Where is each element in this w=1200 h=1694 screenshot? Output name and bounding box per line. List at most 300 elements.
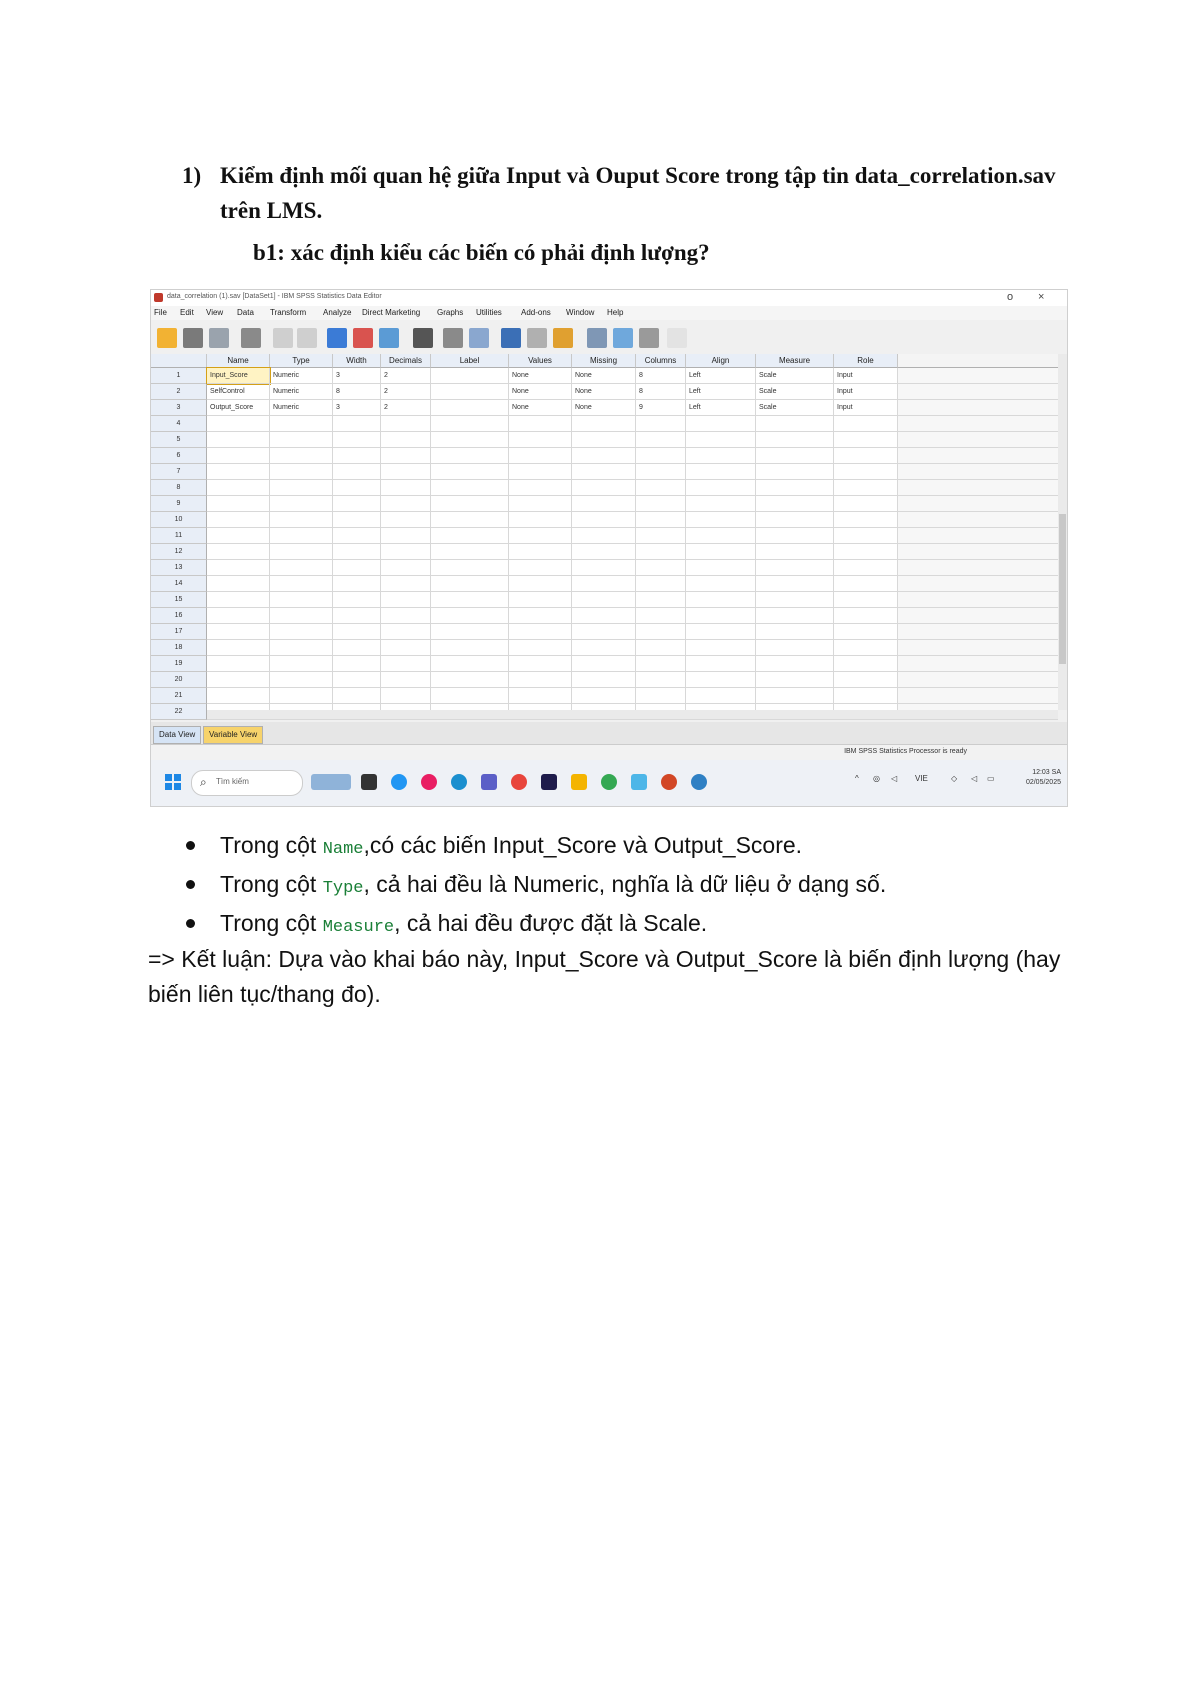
cell-decimals[interactable] xyxy=(381,448,431,464)
cell-decimals[interactable] xyxy=(381,656,431,672)
cell-measure[interactable] xyxy=(756,512,834,528)
cell-decimals[interactable] xyxy=(381,544,431,560)
cell-role[interactable] xyxy=(834,640,898,656)
cell-label[interactable] xyxy=(431,592,509,608)
col-header-role[interactable]: Role xyxy=(834,354,898,368)
cell-role[interactable] xyxy=(834,528,898,544)
row-number[interactable]: 5 xyxy=(151,432,207,448)
tab-variable-view[interactable]: Variable View xyxy=(203,726,263,744)
cell-align[interactable] xyxy=(686,576,756,592)
cell-decimals[interactable] xyxy=(381,624,431,640)
cell-measure[interactable] xyxy=(756,576,834,592)
cell-values[interactable] xyxy=(509,528,572,544)
cell-role[interactable]: Input xyxy=(834,384,898,400)
row-number[interactable]: 21 xyxy=(151,688,207,704)
menu-edit[interactable]: Edit xyxy=(180,308,194,317)
cell-columns[interactable] xyxy=(636,592,686,608)
cell-type[interactable] xyxy=(270,688,333,704)
cell-label[interactable] xyxy=(431,448,509,464)
cell-values[interactable] xyxy=(509,672,572,688)
cell-width[interactable] xyxy=(333,448,381,464)
cell-missing[interactable] xyxy=(572,448,636,464)
cell-role[interactable] xyxy=(834,608,898,624)
store-icon[interactable] xyxy=(601,774,617,790)
cell-measure[interactable] xyxy=(756,480,834,496)
tray-volume-icon[interactable]: ◁ xyxy=(891,774,898,783)
cell-columns[interactable] xyxy=(636,640,686,656)
cell-label[interactable] xyxy=(431,368,509,384)
cell-columns[interactable] xyxy=(636,560,686,576)
cell-type[interactable] xyxy=(270,448,333,464)
cell-columns[interactable] xyxy=(636,432,686,448)
cell-type[interactable]: Numeric xyxy=(270,400,333,416)
cell-columns[interactable] xyxy=(636,608,686,624)
cell-columns[interactable] xyxy=(636,496,686,512)
menu-data[interactable]: Data xyxy=(237,308,254,317)
cell-type[interactable] xyxy=(270,480,333,496)
cell-name[interactable] xyxy=(207,448,270,464)
tray-chevron-icon[interactable]: ^ xyxy=(855,774,859,783)
cell-width[interactable] xyxy=(333,656,381,672)
vertical-scrollbar[interactable] xyxy=(1058,354,1067,710)
col-header-type[interactable]: Type xyxy=(270,354,333,368)
row-number[interactable]: 8 xyxy=(151,480,207,496)
scroll-thumb[interactable] xyxy=(1059,514,1066,664)
cell-label[interactable] xyxy=(431,384,509,400)
cell-name[interactable] xyxy=(207,672,270,688)
cell-align[interactable] xyxy=(686,640,756,656)
cell-width[interactable] xyxy=(333,688,381,704)
widgets-icon[interactable] xyxy=(311,774,351,790)
cell-label[interactable] xyxy=(431,640,509,656)
col-header-measure[interactable]: Measure xyxy=(756,354,834,368)
cell-columns[interactable] xyxy=(636,544,686,560)
cell-missing[interactable]: None xyxy=(572,368,636,384)
cell-name[interactable] xyxy=(207,560,270,576)
row-number[interactable]: 18 xyxy=(151,640,207,656)
cell-missing[interactable] xyxy=(572,528,636,544)
cell-align[interactable] xyxy=(686,688,756,704)
cell-role[interactable] xyxy=(834,560,898,576)
cell-columns[interactable] xyxy=(636,672,686,688)
cell-name[interactable]: Input_Score xyxy=(207,368,270,384)
cell-align[interactable]: Left xyxy=(686,368,756,384)
cell-align[interactable] xyxy=(686,608,756,624)
tray-speaker-icon[interactable]: ◁ xyxy=(971,774,978,783)
cell-name[interactable] xyxy=(207,640,270,656)
open-icon[interactable] xyxy=(157,328,177,348)
cell-role[interactable]: Input xyxy=(834,368,898,384)
cell-measure[interactable] xyxy=(756,688,834,704)
cell-align[interactable] xyxy=(686,464,756,480)
cell-decimals[interactable]: 2 xyxy=(381,400,431,416)
cell-type[interactable] xyxy=(270,432,333,448)
cell-label[interactable] xyxy=(431,560,509,576)
cell-label[interactable] xyxy=(431,624,509,640)
cell-values[interactable] xyxy=(509,592,572,608)
cell-measure[interactable] xyxy=(756,416,834,432)
powerpoint-icon[interactable] xyxy=(661,774,677,790)
zalo-icon[interactable] xyxy=(391,774,407,790)
cell-label[interactable] xyxy=(431,400,509,416)
cell-type[interactable] xyxy=(270,672,333,688)
cell-decimals[interactable] xyxy=(381,464,431,480)
cell-type[interactable] xyxy=(270,512,333,528)
cell-missing[interactable] xyxy=(572,544,636,560)
cell-type[interactable] xyxy=(270,656,333,672)
cell-values[interactable] xyxy=(509,432,572,448)
cell-label[interactable] xyxy=(431,416,509,432)
cell-width[interactable] xyxy=(333,576,381,592)
cell-missing[interactable] xyxy=(572,624,636,640)
cell-values[interactable]: None xyxy=(509,400,572,416)
cell-decimals[interactable] xyxy=(381,416,431,432)
cell-columns[interactable] xyxy=(636,480,686,496)
find-icon[interactable] xyxy=(413,328,433,348)
insert-variable-icon[interactable] xyxy=(469,328,489,348)
cell-missing[interactable] xyxy=(572,560,636,576)
cell-label[interactable] xyxy=(431,672,509,688)
cell-type[interactable] xyxy=(270,528,333,544)
cell-missing[interactable] xyxy=(572,688,636,704)
cell-decimals[interactable] xyxy=(381,480,431,496)
cell-measure[interactable] xyxy=(756,624,834,640)
weight-cases-icon[interactable] xyxy=(527,328,547,348)
cell-decimals[interactable] xyxy=(381,432,431,448)
cell-missing[interactable] xyxy=(572,608,636,624)
cell-name[interactable] xyxy=(207,496,270,512)
cell-width[interactable]: 8 xyxy=(333,384,381,400)
cell-missing[interactable] xyxy=(572,480,636,496)
cell-align[interactable] xyxy=(686,512,756,528)
row-number[interactable]: 12 xyxy=(151,544,207,560)
cell-type[interactable] xyxy=(270,592,333,608)
menu-utilities[interactable]: Utilities xyxy=(476,308,502,317)
cell-missing[interactable] xyxy=(572,496,636,512)
cell-measure[interactable] xyxy=(756,432,834,448)
cell-values[interactable] xyxy=(509,496,572,512)
cell-decimals[interactable] xyxy=(381,640,431,656)
cell-width[interactable] xyxy=(333,528,381,544)
windows-start-icon[interactable] xyxy=(165,774,181,790)
row-number[interactable]: 16 xyxy=(151,608,207,624)
cell-role[interactable] xyxy=(834,480,898,496)
cell-label[interactable] xyxy=(431,480,509,496)
cell-type[interactable] xyxy=(270,496,333,512)
cell-name[interactable] xyxy=(207,576,270,592)
cell-width[interactable]: 3 xyxy=(333,400,381,416)
menu-transform[interactable]: Transform xyxy=(270,308,307,317)
cell-measure[interactable] xyxy=(756,544,834,560)
cell-measure[interactable] xyxy=(756,528,834,544)
cell-width[interactable] xyxy=(333,640,381,656)
cell-label[interactable] xyxy=(431,528,509,544)
cell-label[interactable] xyxy=(431,608,509,624)
cell-columns[interactable] xyxy=(636,416,686,432)
menu-help[interactable]: Help xyxy=(607,308,624,317)
cell-type[interactable] xyxy=(270,560,333,576)
cell-role[interactable] xyxy=(834,592,898,608)
cell-values[interactable] xyxy=(509,448,572,464)
cell-measure[interactable]: Scale xyxy=(756,384,834,400)
cell-measure[interactable]: Scale xyxy=(756,400,834,416)
cell-decimals[interactable] xyxy=(381,496,431,512)
row-number[interactable]: 14 xyxy=(151,576,207,592)
taskbar-clock[interactable] xyxy=(1011,768,1061,788)
cell-decimals[interactable] xyxy=(381,592,431,608)
row-number[interactable]: 1 xyxy=(151,368,207,384)
cell-name[interactable] xyxy=(207,480,270,496)
cell-align[interactable] xyxy=(686,496,756,512)
cell-align[interactable] xyxy=(686,560,756,576)
row-number[interactable]: 9 xyxy=(151,496,207,512)
cell-measure[interactable] xyxy=(756,656,834,672)
cell-name[interactable] xyxy=(207,464,270,480)
row-number[interactable]: 17 xyxy=(151,624,207,640)
col-header-name[interactable]: Name xyxy=(207,354,270,368)
insert-cases-icon[interactable] xyxy=(443,328,463,348)
cell-label[interactable] xyxy=(431,656,509,672)
cell-missing[interactable] xyxy=(572,656,636,672)
cell-name[interactable] xyxy=(207,512,270,528)
cell-missing[interactable] xyxy=(572,592,636,608)
cell-label[interactable] xyxy=(431,464,509,480)
goto-case-icon[interactable] xyxy=(327,328,347,348)
cell-align[interactable] xyxy=(686,624,756,640)
cell-role[interactable] xyxy=(834,624,898,640)
cell-type[interactable] xyxy=(270,416,333,432)
file-explorer-icon[interactable] xyxy=(571,774,587,790)
row-number[interactable]: 11 xyxy=(151,528,207,544)
cell-align[interactable] xyxy=(686,416,756,432)
teams-icon[interactable] xyxy=(481,774,497,790)
photos-icon[interactable] xyxy=(421,774,437,790)
cell-decimals[interactable]: 2 xyxy=(381,368,431,384)
cell-align[interactable]: Left xyxy=(686,384,756,400)
cell-name[interactable] xyxy=(207,528,270,544)
cell-role[interactable] xyxy=(834,416,898,432)
cell-width[interactable] xyxy=(333,624,381,640)
cell-name[interactable] xyxy=(207,608,270,624)
cell-width[interactable] xyxy=(333,672,381,688)
cell-width[interactable] xyxy=(333,464,381,480)
cell-align[interactable]: Left xyxy=(686,400,756,416)
cell-columns[interactable]: 8 xyxy=(636,368,686,384)
cell-values[interactable] xyxy=(509,464,572,480)
chrome-icon[interactable] xyxy=(511,774,527,790)
row-number[interactable]: 6 xyxy=(151,448,207,464)
cell-measure[interactable] xyxy=(756,640,834,656)
tray-wifi-icon[interactable]: ◇ xyxy=(951,774,958,783)
cell-type[interactable] xyxy=(270,608,333,624)
cell-type[interactable] xyxy=(270,576,333,592)
cell-columns[interactable] xyxy=(636,656,686,672)
cell-label[interactable] xyxy=(431,544,509,560)
cell-values[interactable] xyxy=(509,560,572,576)
undo-icon[interactable] xyxy=(273,328,293,348)
print-icon[interactable] xyxy=(209,328,229,348)
cell-align[interactable] xyxy=(686,656,756,672)
cell-columns[interactable] xyxy=(636,448,686,464)
menu-direct-marketing[interactable]: Direct Marketing xyxy=(362,308,421,317)
cell-missing[interactable] xyxy=(572,416,636,432)
show-all-variables-icon[interactable] xyxy=(639,328,659,348)
cell-role[interactable] xyxy=(834,576,898,592)
cell-type[interactable] xyxy=(270,544,333,560)
cell-role[interactable] xyxy=(834,448,898,464)
cell-align[interactable] xyxy=(686,448,756,464)
cell-role[interactable]: Input xyxy=(834,400,898,416)
cell-columns[interactable] xyxy=(636,576,686,592)
cell-measure[interactable] xyxy=(756,672,834,688)
cell-role[interactable] xyxy=(834,672,898,688)
cell-decimals[interactable] xyxy=(381,608,431,624)
variables-icon[interactable] xyxy=(379,328,399,348)
row-number[interactable]: 2 xyxy=(151,384,207,400)
cell-width[interactable] xyxy=(333,496,381,512)
cell-role[interactable] xyxy=(834,656,898,672)
edge-icon[interactable] xyxy=(451,774,467,790)
cell-type[interactable] xyxy=(270,464,333,480)
cell-measure[interactable] xyxy=(756,496,834,512)
cell-missing[interactable] xyxy=(572,464,636,480)
cell-name[interactable] xyxy=(207,656,270,672)
menu-analyze[interactable]: Analyze xyxy=(323,308,352,317)
cell-measure[interactable] xyxy=(756,592,834,608)
taskbar-search-input[interactable] xyxy=(191,770,303,796)
dialog-recall-icon[interactable] xyxy=(241,328,261,348)
cell-values[interactable] xyxy=(509,416,572,432)
row-number[interactable]: 7 xyxy=(151,464,207,480)
cell-values[interactable] xyxy=(509,608,572,624)
cell-role[interactable] xyxy=(834,544,898,560)
value-labels-icon[interactable] xyxy=(587,328,607,348)
cell-missing[interactable] xyxy=(572,640,636,656)
cell-width[interactable] xyxy=(333,512,381,528)
cell-name[interactable] xyxy=(207,592,270,608)
cell-width[interactable] xyxy=(333,432,381,448)
col-header-columns[interactable]: Columns xyxy=(636,354,686,368)
cell-values[interactable] xyxy=(509,576,572,592)
cell-values[interactable] xyxy=(509,688,572,704)
notepad-icon[interactable] xyxy=(631,774,647,790)
cell-missing[interactable] xyxy=(572,672,636,688)
col-header-values[interactable]: Values xyxy=(509,354,572,368)
cell-width[interactable] xyxy=(333,544,381,560)
cell-columns[interactable] xyxy=(636,688,686,704)
cell-name[interactable] xyxy=(207,416,270,432)
cell-decimals[interactable] xyxy=(381,672,431,688)
cell-measure[interactable] xyxy=(756,448,834,464)
row-number[interactable]: 19 xyxy=(151,656,207,672)
cell-measure[interactable]: Scale xyxy=(756,368,834,384)
cell-columns[interactable]: 8 xyxy=(636,384,686,400)
tab-data-view[interactable]: Data View xyxy=(153,726,201,744)
cell-values[interactable] xyxy=(509,512,572,528)
row-number[interactable]: 22 xyxy=(151,704,207,720)
cell-missing[interactable]: None xyxy=(572,400,636,416)
col-header-label[interactable]: Label xyxy=(431,354,509,368)
cell-width[interactable] xyxy=(333,592,381,608)
cell-align[interactable] xyxy=(686,672,756,688)
select-cases-icon[interactable] xyxy=(553,328,573,348)
use-sets-icon[interactable] xyxy=(613,328,633,348)
cell-missing[interactable] xyxy=(572,432,636,448)
menu-window[interactable]: Window xyxy=(566,308,595,317)
cell-align[interactable] xyxy=(686,592,756,608)
col-header-missing[interactable]: Missing xyxy=(572,354,636,368)
cell-values[interactable] xyxy=(509,544,572,560)
cell-label[interactable] xyxy=(431,576,509,592)
cell-decimals[interactable] xyxy=(381,576,431,592)
cell-columns[interactable] xyxy=(636,624,686,640)
cell-role[interactable] xyxy=(834,688,898,704)
cell-name[interactable]: SelfControl xyxy=(207,384,270,400)
restore-button[interactable]: o xyxy=(1007,291,1014,303)
cell-values[interactable]: None xyxy=(509,368,572,384)
cell-missing[interactable]: None xyxy=(572,384,636,400)
cell-measure[interactable] xyxy=(756,608,834,624)
tray-network-icon[interactable]: ◎ xyxy=(873,774,880,783)
task-view-icon[interactable] xyxy=(361,774,377,790)
cell-width[interactable] xyxy=(333,608,381,624)
row-number[interactable]: 13 xyxy=(151,560,207,576)
row-number[interactable]: 20 xyxy=(151,672,207,688)
cell-decimals[interactable] xyxy=(381,512,431,528)
cell-width[interactable] xyxy=(333,480,381,496)
cell-width[interactable]: 3 xyxy=(333,368,381,384)
tray-language[interactable]: VIE xyxy=(915,774,928,783)
cell-align[interactable] xyxy=(686,528,756,544)
col-header-decimals[interactable]: Decimals xyxy=(381,354,431,368)
cell-name[interactable] xyxy=(207,432,270,448)
cell-name[interactable] xyxy=(207,624,270,640)
cell-missing[interactable] xyxy=(572,576,636,592)
cell-role[interactable] xyxy=(834,432,898,448)
cell-type[interactable]: Numeric xyxy=(270,384,333,400)
cell-width[interactable] xyxy=(333,416,381,432)
cell-label[interactable] xyxy=(431,496,509,512)
cell-values[interactable] xyxy=(509,480,572,496)
cell-align[interactable] xyxy=(686,544,756,560)
menu-addons[interactable]: Add-ons xyxy=(521,308,551,317)
save-icon[interactable] xyxy=(183,328,203,348)
cell-name[interactable]: Output_Score xyxy=(207,400,270,416)
goto-variable-icon[interactable] xyxy=(353,328,373,348)
cell-decimals[interactable]: 2 xyxy=(381,384,431,400)
split-file-icon[interactable] xyxy=(501,328,521,348)
menu-graphs[interactable]: Graphs xyxy=(437,308,464,317)
cell-columns[interactable] xyxy=(636,512,686,528)
cell-role[interactable] xyxy=(834,496,898,512)
cell-values[interactable] xyxy=(509,624,572,640)
col-header-align[interactable]: Align xyxy=(686,354,756,368)
col-header-width[interactable]: Width xyxy=(333,354,381,368)
cell-columns[interactable] xyxy=(636,464,686,480)
cell-role[interactable] xyxy=(834,464,898,480)
cell-align[interactable] xyxy=(686,432,756,448)
cell-role[interactable] xyxy=(834,512,898,528)
row-number[interactable]: 15 xyxy=(151,592,207,608)
menu-view[interactable]: View xyxy=(206,308,224,317)
cell-values[interactable] xyxy=(509,656,572,672)
menu-file[interactable]: File xyxy=(154,308,167,317)
redo-icon[interactable] xyxy=(297,328,317,348)
cell-columns[interactable] xyxy=(636,528,686,544)
cell-measure[interactable] xyxy=(756,560,834,576)
cell-type[interactable]: Numeric xyxy=(270,368,333,384)
spss-taskbar-icon[interactable] xyxy=(691,774,707,790)
